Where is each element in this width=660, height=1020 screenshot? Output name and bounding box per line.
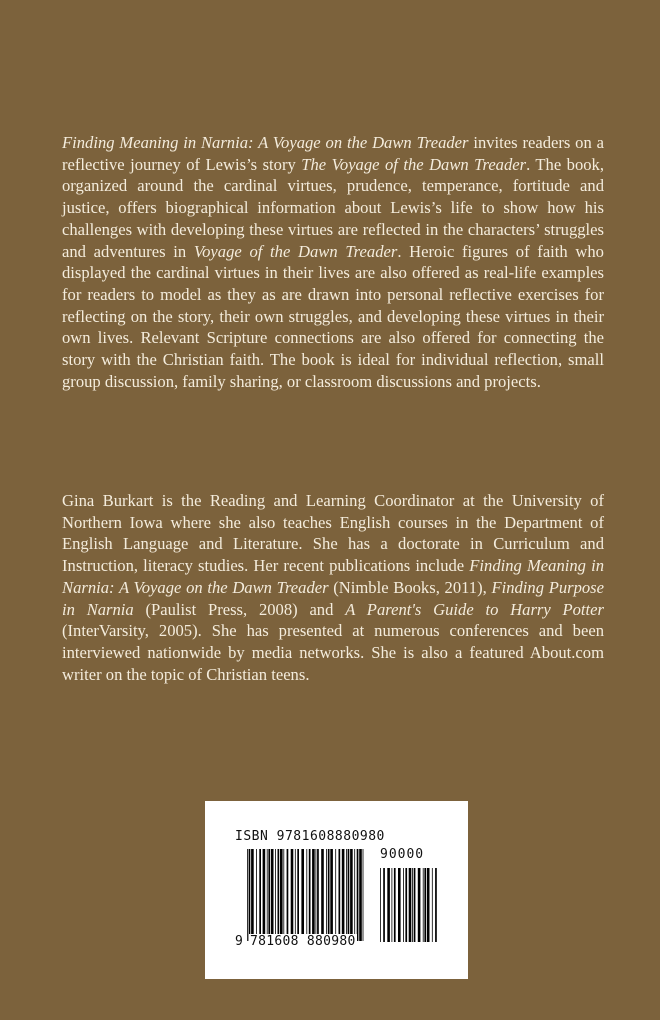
barcode-bar: [414, 868, 416, 942]
barcode-bar: [280, 849, 283, 941]
barcode-bar: [259, 849, 261, 941]
publication-title-3: A Parent's Guide to Harry Potter: [345, 599, 604, 619]
barcode-bar: [297, 849, 299, 941]
barcode-bar: [256, 849, 257, 941]
barcode-bars-main: [247, 849, 367, 941]
barcode-bar: [405, 868, 407, 942]
barcode-bar: [321, 849, 324, 941]
barcode-bar: [339, 849, 341, 941]
barcode-lead-digit: 9: [235, 934, 243, 949]
barcode-bar: [326, 849, 327, 941]
barcode-bar: [380, 868, 381, 942]
barcode-bar: [249, 849, 251, 941]
barcode-bar: [268, 849, 270, 941]
barcode-digits: 781608 880980: [250, 934, 356, 949]
barcode-bar: [359, 849, 362, 941]
barcode-bars-addon: [380, 868, 438, 942]
barcode-bar: [357, 849, 359, 941]
barcode-bar: [348, 849, 350, 941]
barcode-bar: [267, 849, 268, 941]
barcode-bar: [392, 868, 393, 942]
book-title: Finding Meaning in Narnia: A Voyage on the Dawn Treader: [62, 133, 469, 152]
barcode-bar: [278, 849, 280, 941]
barcode-bar: [328, 849, 330, 941]
description-paragraph: Finding Meaning in Narnia: A Voyage on the Dawn Treader invites readers on a reflective journey of Lewis’s story The Voyage of the Dawn Treader. The book, organized around the cardinal virtues, prudence, temperance, fortitude and justice, offers biographical information about Lewis’s life to show how his challenges with developing these virtues are reflected in the characters’ struggles and adventures in Voyage of the Dawn Treader. Heroic figures of faith who displayed the cardinal virtues in their lives are also offered as real-life examples for readers to model as they as are drawn into personal reflective exercises for reflecting on the story, their own struggles, and developing these virtues in their own lives. Relevant Scripture connections are also offered for connecting the story with the Christian faith. The book is ideal for individual reflection, small group discussion, family sharing, or classroom discussions and projects.: [62, 133, 605, 391]
bio-paragraph: Gina Burkart is the Reading and Learning Coordinator at the University of Northern Iowa where she also teaches English courses in the Department of English Language and Literature. She has a doctorate in Curriculum and Instruction, literacy studies. Her recent publications include Finding Meaning in Narnia: A Voyage on the Dawn Treader (Nimble Books, 2011), Finding Purpose in Narnia (Paulist Press, 2008) and A Parent's Guide to Harry Potter (InterVarsity, 2005). She has presented at numerous conferences and been interviewed nationwide by media networks. She is also a featured About.com writer on the topic of Christian teens.: [62, 491, 605, 684]
book-description: [62, 132, 604, 392]
barcode-bar: [424, 868, 426, 942]
barcode-bar: [383, 868, 385, 942]
barcode-bar: [316, 849, 317, 941]
barcode-bar: [418, 868, 421, 942]
barcode-bar: [263, 849, 266, 941]
barcode-bar: [403, 868, 404, 942]
barcode-bar: [342, 849, 345, 941]
barcode-bar: [427, 868, 430, 942]
barcode-bar: [387, 868, 390, 942]
barcode-bar: [291, 849, 294, 941]
barcode-bar: [346, 849, 347, 941]
barcode-bar: [301, 849, 304, 941]
author-bio: [62, 490, 604, 685]
barcode-bar: [412, 868, 413, 942]
barcode-bar: [306, 849, 307, 941]
price-addon-digits: 90000: [380, 847, 425, 862]
publication-title-2: Finding Purpose in Narnia: [62, 577, 605, 619]
barcode-bar: [309, 849, 311, 941]
barcode-bar: [251, 849, 254, 941]
barcode-bar: [312, 849, 315, 941]
story-title: The Voyage of the Dawn Treader: [301, 154, 527, 174]
barcode-bar: [271, 849, 274, 941]
barcode-bar: [363, 849, 364, 941]
barcode-bar: [317, 849, 319, 941]
barcode-bar: [330, 849, 333, 941]
barcode-bar: [283, 849, 284, 941]
barcode-bar: [394, 868, 396, 942]
barcode-bar: [432, 868, 433, 942]
isbn-barcode: [205, 801, 468, 979]
barcode-bar: [335, 849, 336, 941]
barcode-bar: [398, 868, 401, 942]
publication-title-1: Finding Meaning in Narnia: A Voyage on the Dawn Treader: [62, 556, 604, 597]
barcode-bar: [247, 849, 248, 941]
story-title-short: Voyage of the Dawn Treader: [193, 241, 398, 261]
barcode-bar: [350, 849, 353, 941]
barcode-bar: [423, 868, 424, 942]
barcode-bar: [275, 849, 276, 941]
barcode-bar: [295, 849, 296, 941]
barcode-bar: [435, 868, 437, 942]
isbn-label: ISBN 9781608880980: [235, 829, 385, 844]
barcode-bar: [354, 849, 355, 941]
barcode-bar: [409, 868, 412, 942]
barcode-bar: [287, 849, 289, 941]
